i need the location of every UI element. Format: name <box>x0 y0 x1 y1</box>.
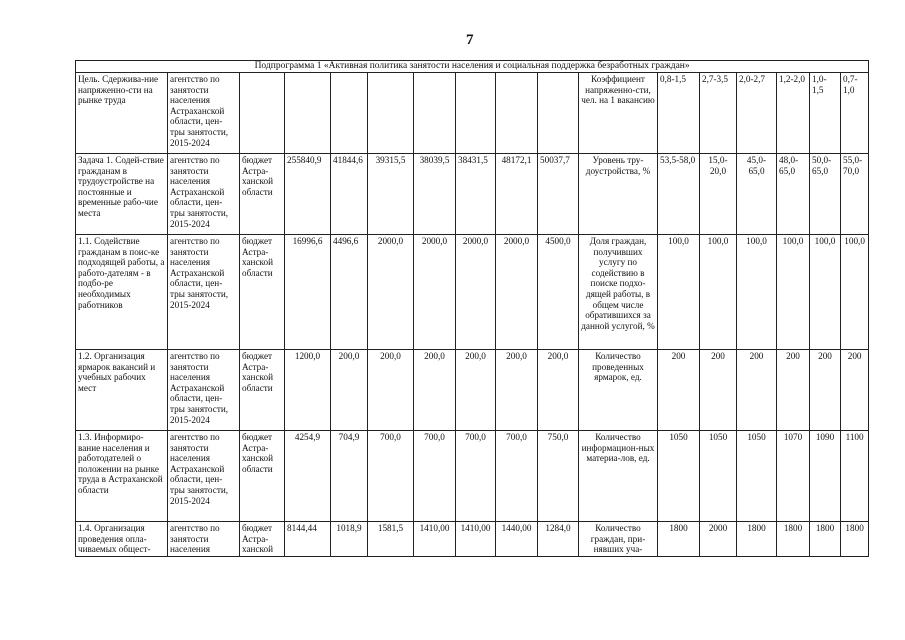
target-cell: 200 <box>810 350 841 431</box>
target-cell: 1070 <box>777 431 810 522</box>
goal-target: 1,0-1,5 <box>810 73 841 154</box>
target-cell: 1800 <box>737 522 777 557</box>
row-source: бюджет Астра-ханской области <box>240 350 285 431</box>
row-executor: агентство по занятости населения Астраханской области, цен-тры занятости, 2015-2024 <box>168 431 240 522</box>
amount-cell: 200,0 <box>456 350 496 431</box>
table-row <box>76 350 869 431</box>
table-row <box>76 522 869 557</box>
row-executor: агентство по занятости населения Астраханской области, цен-тры занятости, 2015-2024 <box>168 350 240 431</box>
amount-cell: 39315,5 <box>368 154 414 235</box>
amount-cell: 700,0 <box>496 431 538 522</box>
amount-cell: 1581,5 <box>368 522 414 557</box>
target-cell: 100,0 <box>810 235 841 350</box>
amount-cell: 2000,0 <box>414 235 456 350</box>
goal-name: Цель. Сдержива-ние напряженно-сти на рынке труда <box>76 73 168 154</box>
amount-cell: 200,0 <box>368 350 414 431</box>
target-cell: 15,0-20,0 <box>700 154 737 235</box>
amount-cell: 2000,0 <box>368 235 414 350</box>
amount-cell: 255840,9 <box>285 154 331 235</box>
target-cell: 55,0-70,0 <box>841 154 869 235</box>
target-cell: 1090 <box>810 431 841 522</box>
amount-cell: 200,0 <box>414 350 456 431</box>
target-cell: 1800 <box>810 522 841 557</box>
target-cell: 1050 <box>737 431 777 522</box>
amount-cell: 8144,44 <box>285 522 331 557</box>
row-executor: агентство по занятости населения Астраханской области, цен-тры занятости, 2015-2024 <box>168 235 240 350</box>
goal-target: 2,0-2,7 <box>737 73 777 154</box>
amount-cell: 41844,6 <box>331 154 368 235</box>
goal-row <box>76 73 869 154</box>
amount-cell: 1200,0 <box>285 350 331 431</box>
target-cell: 100,0 <box>737 235 777 350</box>
row-source: бюджет Астра-ханской области <box>240 431 285 522</box>
row-name: Задача 1. Содей-ствие гражданам в трудоустройстве на постоянные и временные рабо-чие места <box>76 154 168 235</box>
amount-cell: 200,0 <box>331 350 368 431</box>
target-cell: 1050 <box>700 431 737 522</box>
amount-cell: 1284,0 <box>538 522 579 557</box>
amount-cell: 200,0 <box>538 350 579 431</box>
row-indicator: Доля граждан, получивших услугу по содействию в поиске подхо-дящей работы, в общем числе обратившихся за данной услугой, % <box>579 235 658 350</box>
row-executor: агентство по занятости населения <box>168 522 240 557</box>
amount-cell: 50037,7 <box>538 154 579 235</box>
target-cell: 200 <box>737 350 777 431</box>
amount-cell: 38039,5 <box>414 154 456 235</box>
row-indicator: Количество информацион-ных материа-лов, ед. <box>579 431 658 522</box>
amount-cell: 4500,0 <box>538 235 579 350</box>
target-cell: 100,0 <box>841 235 869 350</box>
goal-target: 0,7-1,0 <box>841 73 869 154</box>
goal-target: 0,8-1,5 <box>658 73 700 154</box>
target-cell: 50,0-65,0 <box>810 154 841 235</box>
row-source: бюджет Астра-ханской области <box>240 235 285 350</box>
table-row <box>76 235 869 350</box>
target-cell: 1050 <box>658 431 700 522</box>
amount-cell: 4254,9 <box>285 431 331 522</box>
goal-target: 1,2-2,0 <box>777 73 810 154</box>
amount-cell: 700,0 <box>368 431 414 522</box>
amount-cell: 750,0 <box>538 431 579 522</box>
target-cell: 100,0 <box>777 235 810 350</box>
target-cell: 1100 <box>841 431 869 522</box>
row-name: 1.1. Содействие гражданам в поис-ке подходящей работы, а работо-дателям - в подбо-ре необходимых работников <box>76 235 168 350</box>
target-cell: 200 <box>841 350 869 431</box>
amount-cell: 38431,5 <box>456 154 496 235</box>
goal-target: 2,7-3,5 <box>700 73 737 154</box>
amount-cell: 1410,00 <box>456 522 496 557</box>
target-cell: 2000 <box>700 522 737 557</box>
amount-cell: 700,0 <box>456 431 496 522</box>
amount-cell: 2000,0 <box>496 235 538 350</box>
target-cell: 1800 <box>841 522 869 557</box>
target-cell: 1800 <box>777 522 810 557</box>
row-name: 1.2. Организация ярмарок вакансий и учебных рабочих мест <box>76 350 168 431</box>
amount-cell: 1440,00 <box>496 522 538 557</box>
goal-executor: агентство по занятости населения Астраханской области, цен-тры занятости, 2015-2024 <box>168 73 240 154</box>
amount-cell: 704,9 <box>331 431 368 522</box>
target-cell: 45,0-65,0 <box>737 154 777 235</box>
row-source: бюджет Астра-ханской <box>240 522 285 557</box>
row-indicator: Количество проведенных ярмарок, ед. <box>579 350 658 431</box>
target-cell: 100,0 <box>658 235 700 350</box>
subprogram-header: Подпрограмма 1 «Активная политика занятости населения и социальная поддержка безработных граждан» <box>76 61 869 73</box>
target-cell: 100,0 <box>700 235 737 350</box>
row-name: 1.3. Информиро-вание населения и работодателей о положении на рынке труда в Астраханской области <box>76 431 168 522</box>
amount-cell: 4496,6 <box>331 235 368 350</box>
target-cell: 53,5-58,0 <box>658 154 700 235</box>
target-cell: 200 <box>658 350 700 431</box>
amount-cell: 2000,0 <box>456 235 496 350</box>
row-indicator: Количество граждан, при-нявших уча- <box>579 522 658 557</box>
table-row <box>76 154 869 235</box>
page-number: 7 <box>466 32 474 48</box>
goal-source <box>240 73 285 154</box>
amount-cell: 200,0 <box>496 350 538 431</box>
row-name: 1.4. Организация проведения опла-чиваемых общест- <box>76 522 168 557</box>
row-indicator: Уровень тру-доустройства, % <box>579 154 658 235</box>
target-cell: 200 <box>700 350 737 431</box>
amount-cell: 700,0 <box>414 431 456 522</box>
target-cell: 1800 <box>658 522 700 557</box>
target-cell: 200 <box>777 350 810 431</box>
goal-indicator: Коэффициент напряженно-сти, чел. на 1 вакансию <box>579 73 658 154</box>
subprogram-header-row <box>76 61 869 73</box>
table-row <box>76 431 869 522</box>
target-cell: 48,0-65,0 <box>777 154 810 235</box>
amount-cell: 1410,00 <box>414 522 456 557</box>
program-table <box>75 60 869 557</box>
row-executor: агентство по занятости населения Астраханской области, цен-тры занятости, 2015-2024 <box>168 154 240 235</box>
row-source: бюджет Астра-ханской области <box>240 154 285 235</box>
amount-cell: 48172,1 <box>496 154 538 235</box>
amount-cell: 1018,9 <box>331 522 368 557</box>
amount-cell: 16996,6 <box>285 235 331 350</box>
